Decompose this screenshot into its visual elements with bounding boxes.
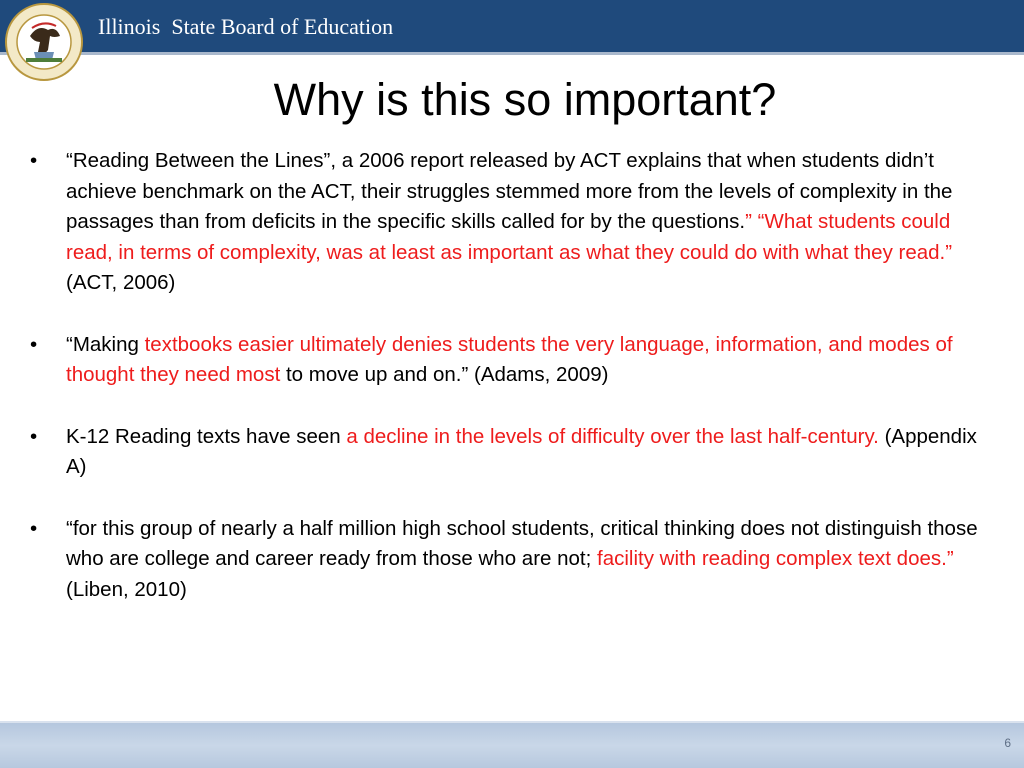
header-title: Illinois State Board of Education — [98, 14, 394, 39]
bullet-marker: • — [30, 424, 38, 448]
footer-bar — [0, 723, 1024, 768]
bullet-marker: • — [30, 332, 38, 356]
header-divider — [0, 52, 1024, 55]
page-number: 6 — [1004, 736, 1011, 750]
bullet-item — [28, 146, 978, 299]
bullet-item — [28, 422, 978, 483]
bullet-citation: to move up and on.” (Adams, 2009) — [280, 363, 609, 386]
bullet-citation: (Appendix A) — [66, 424, 977, 478]
bullet-citation: (Liben, 2010) — [66, 577, 187, 601]
bullet-marker: • — [30, 516, 38, 540]
bullet-emphasis: textbooks easier ultimately denies students the very language, information, and modes of thought they need most — [66, 332, 953, 386]
bullet-item — [28, 514, 978, 606]
bullet-text: “for this group of nearly a half million high school students, critical thinking does not distinguish those who are college and career ready from those who are not; — [66, 516, 978, 570]
bullet-text: “Reading Between the Lines”, a 2006 report released by ACT explains that when students didn’t achieve benchmark on the ACT, their struggles stemmed more from the levels of complexity in the passages than from deficits in the specific skills called for by the questions. — [66, 149, 953, 233]
bullet-citation: (ACT, 2006) — [66, 271, 176, 294]
bullet-list — [28, 146, 978, 636]
bullet-text: “Making — [66, 332, 145, 356]
illinois-seal-icon — [4, 2, 84, 82]
bullet-emphasis: facility with reading complex text does.” — [597, 547, 954, 570]
bullet-emphasis: a decline in the levels of difficulty over the last half-century. — [346, 424, 879, 448]
bullet-emphasis: ” “What students could read, in terms of complexity, was at least as important as what they could do with what they read.” — [66, 210, 953, 264]
slide-title: Why is this so important? — [273, 74, 777, 125]
bullet-item — [28, 330, 978, 391]
bullet-marker: • — [30, 149, 38, 172]
bullet-text: K-12 Reading texts have seen — [66, 424, 347, 448]
